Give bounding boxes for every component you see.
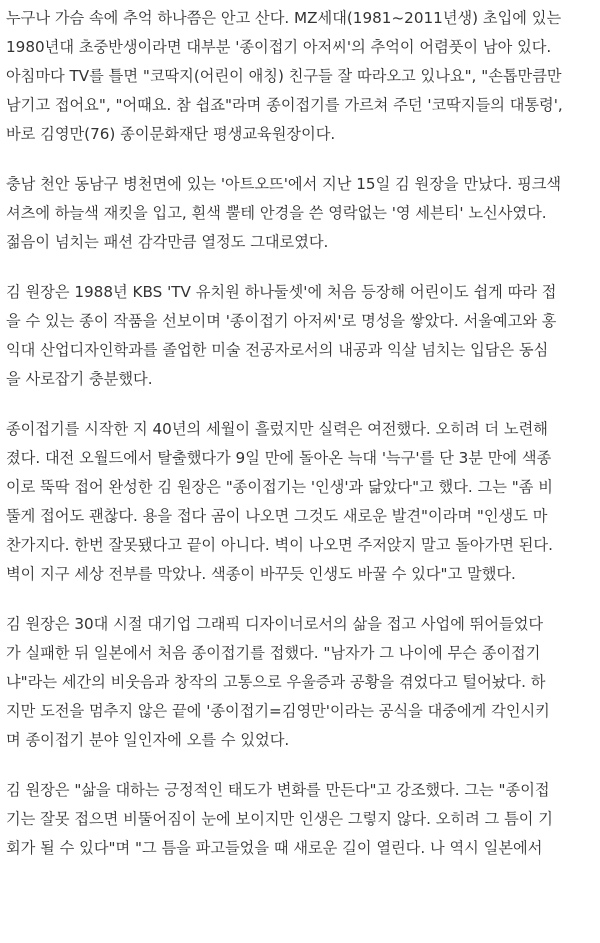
text-line: 남기고 접어요", "어때요. 참 쉽죠"라며 종이접기를 가르쳐 주던 '코딱지들의 대통령', xyxy=(6,96,563,114)
text-line: 종이접기를 시작한 지 40년의 세월이 흘렀지만 실력은 여전했다. 오히려 더 노련해 xyxy=(6,420,548,438)
text-line: 1980년대 초중반생이라면 대부분 '종이접기 아저씨'의 추억이 어렴풋이 남아 있다. xyxy=(6,38,552,56)
text-line: 냐"라는 세간의 비웃음과 창작의 고통으로 우울증과 공황을 겪었다고 털어놨다. 하 xyxy=(6,673,546,691)
paragraph-meeting xyxy=(6,170,594,257)
text-line: 바로 김영만(76) 종이문화재단 평생교육원장이다. xyxy=(6,125,336,143)
text-line: 지만 도전을 멈추지 않은 끝에 '종이접기=김영만'이라는 공식을 대중에게 각인시키 xyxy=(6,702,550,720)
text-line: 졌다. 대전 오월드에서 탈출했다가 9일 만에 돌아온 늑대 '늑구'를 단 3분 만에 색종 xyxy=(6,449,552,467)
text-line: 회가 될 수 있다"며 "그 틈을 파고들었을 때 새로운 길이 열린다. 나 역시 일본에서 xyxy=(6,839,543,857)
text-line: 을 사로잡기 충분했다. xyxy=(6,370,153,388)
text-line: 셔츠에 하늘색 재킷을 입고, 흰색 뿔테 안경을 쓴 영락없는 '영 세븐티' 노신사였다. xyxy=(6,204,547,222)
text-line: 을 수 있는 종이 작품을 선보이며 '종이접기 아저씨'로 명성을 쌓았다. 서울예고와 홍 xyxy=(6,312,557,330)
text-line: 익대 산업디자인학과를 졸업한 미술 전공자로서의 내공과 익살 넘치는 입담은 동심 xyxy=(6,341,549,359)
paragraph-skill xyxy=(6,415,594,589)
text-line: 젊음이 넘치는 패션 감각만큼 열정도 그대로였다. xyxy=(6,233,329,251)
text-line: 김 원장은 "삶을 대하는 긍정적인 태도가 변화를 만든다"고 강조했다. 그는 "종이접 xyxy=(6,781,550,799)
text-line: 누구나 가슴 속에 추억 하나쯤은 안고 산다. MZ세대(1981~2011년생) 초입에 있는 xyxy=(6,9,562,27)
text-line: 이로 뚝딱 접어 완성한 김 원장은 "종이접기는 '인생'과 닮았다"고 했다. 그는 "좀 비 xyxy=(6,478,553,496)
text-line: 김 원장은 1988년 KBS 'TV 유치원 하나둘셋'에 처음 등장해 어린이도 쉽게 따라 접 xyxy=(6,283,557,301)
text-line: 아침마다 TV를 틀면 "코딱지(어린이 애칭) 친구들 잘 따라오고 있나요", "손톱만큼만 xyxy=(6,67,562,85)
text-line: 벽이 지구 세상 전부를 막았나. 색종이 바꾸듯 인생도 바꿀 수 있다"고 말했다. xyxy=(6,565,516,583)
text-line: 김 원장은 30대 시절 대기업 그래픽 디자이너로서의 삶을 접고 사업에 뛰어들었다 xyxy=(6,615,544,633)
paragraph-attitude xyxy=(6,776,594,863)
paragraph-history xyxy=(6,610,594,755)
paragraph-intro xyxy=(6,4,594,149)
text-line: 기는 잘못 접으면 비뚤어짐이 눈에 보이지만 인생은 그렇지 않다. 오히려 그 틈이 기 xyxy=(6,810,553,828)
text-line: 가 실패한 뒤 일본에서 처음 종이접기를 접했다. "남자가 그 나이에 무슨 종이접기 xyxy=(6,644,541,662)
text-line: 며 종이접기 분야 일인자에 오를 수 있었다. xyxy=(6,731,290,749)
text-line: 뚤게 접어도 괜찮다. 용을 접다 곰이 나오면 그것도 새로운 발견"이라며 "인생도 마 xyxy=(6,507,548,525)
text-line: 충남 천안 동남구 병천면에 있는 '아트오뜨'에서 지난 15일 김 원장을 만났다. 핑크색 xyxy=(6,175,562,193)
text-line: 찬가지다. 한번 잘못됐다고 끝이 아니다. 벽이 나오면 주저앉지 말고 돌아가면 된다. xyxy=(6,536,553,554)
paragraph-career xyxy=(6,278,594,394)
